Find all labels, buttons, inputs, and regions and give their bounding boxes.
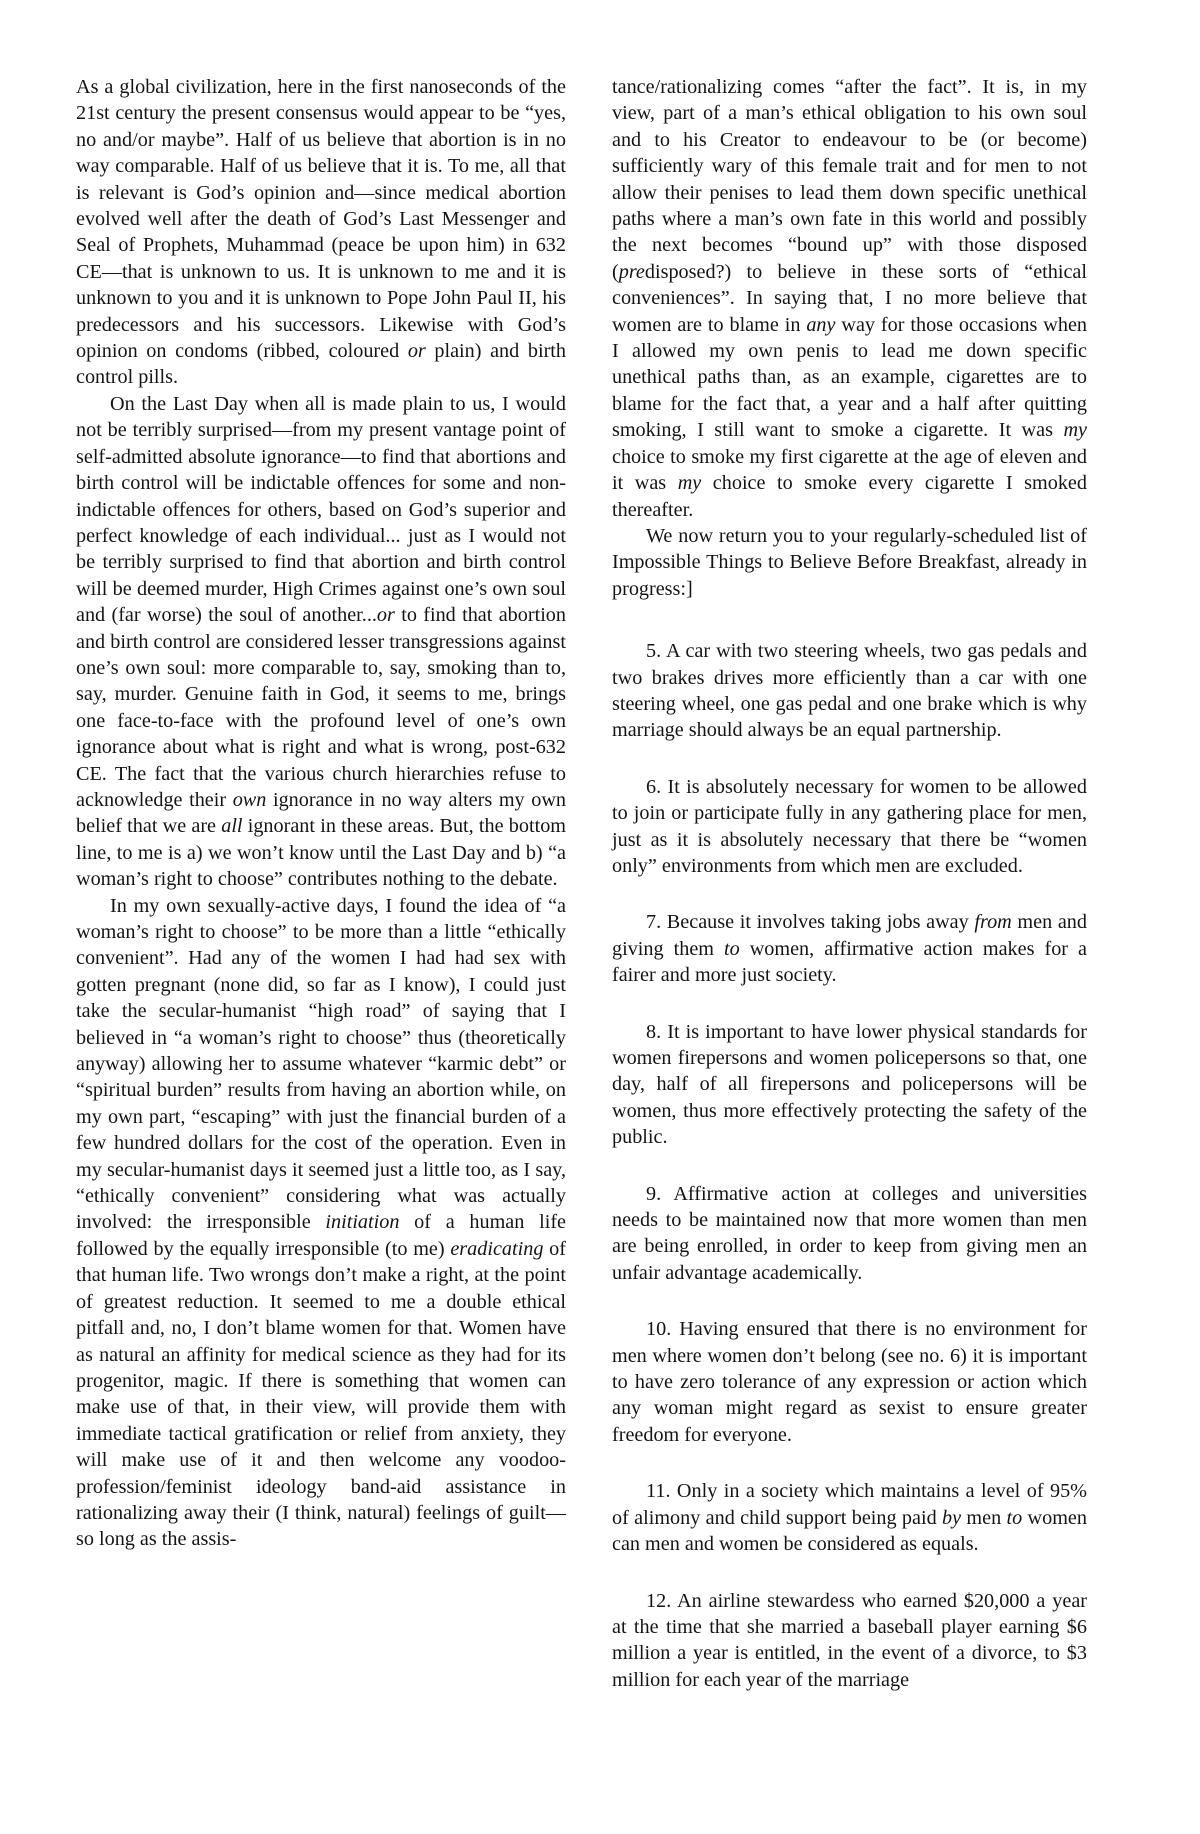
left-text-column bbox=[76, 74, 566, 1553]
text-run: tance/rationalizing comes “after the fact”. It is, in my view, part of a man’s ethical obligation to his own soul and to his Creator to endeavour to be (or become) sufficiently wary of this female trait and for men to not allow their penises to lead them down specific unethical paths where a man’s own fate in this world and possibly the next becomes “bound up” with those disposed ( bbox=[612, 76, 1087, 283]
left-column-paragraph bbox=[76, 391, 566, 893]
text-run: women, affirmative action makes for a fairer and more just society. bbox=[612, 937, 1087, 987]
text-run: We now return you to your regularly-scheduled list of Impossible Things to Believe Before Breakfast, already in progress:] bbox=[612, 524, 1087, 600]
right-column-paragraph bbox=[612, 1588, 1087, 1694]
text-run: 5. A car with two steering wheels, two gas pedals and two brakes drives more efficiently than a car with one steering wheel, one gas pedal and one brake which is why marriage should always be an equal partnership. bbox=[612, 640, 1087, 742]
text-run: to find that abortion and birth control are considered lesser transgressions against one’s own soul: more comparable to, say, smoking than to, say, murder. Genuine faith in God, it seems to me, brings one face-to-face with the profound level of one’s own ignorance about what is right and what is wrong, post-632 CE. The fact that the various church hierarchies refuse to acknowledge their bbox=[76, 604, 566, 811]
text-run: On the Last Day when all is made plain to us, I would not be terribly surprised—from my present vantage point of self-admitted absolute ignorance—to find that abortions and birth control will be indictable offences for some and non-indictable offences for others, based on God’s superior and perfect knowledge of each individual... just as I would not be terribly surprised to find that abortion and birth control will be deemed murder, High Crimes against one’s own soul and (far worse) the soul of another... bbox=[76, 392, 566, 627]
right-column-paragraph bbox=[612, 74, 1087, 523]
text-run: 7. Because it involves taking jobs away bbox=[646, 911, 975, 934]
text-run: 8. It is important to have lower physical standards for women firepersons and women policepersons so that, one day, half of all firepersons and policepersons will be women, thus more effectively protecting the safety of the public. bbox=[612, 1020, 1087, 1149]
text-run: of a human life followed by the equally irresponsible (to me) bbox=[76, 1211, 566, 1260]
left-column-paragraph bbox=[76, 74, 566, 391]
italic-text: own bbox=[232, 788, 267, 811]
italic-text: my bbox=[677, 472, 702, 495]
italic-text: by bbox=[942, 1506, 962, 1529]
italic-text: or bbox=[376, 604, 395, 627]
text-run: 12. An airline stewardess who earned $20,000 a year at the time that she married a baseball player earning $6 million a year is entitled, in the event of a divorce, to $3 million for each year of the marriage bbox=[612, 1589, 1087, 1691]
text-run: In my own sexually-active days, I found the idea of “a woman’s right to choose” to be more than a little “ethically convenient”. Had any of the women I had had sex with gotten pregnant (none did, so far as I know), I could just take the secular-humanist “high road” of saying that I believed in “a woman’s right to choose” thus (theoretically anyway) allowing her to assume whatever “karmic debt” or “spiritual burden” results from having an abortion while, on my own part, “escaping” with just the financial burden of a few hundred dollars for the cost of the operation. Even in my secular-humanist days it seemed just a little too, as I say, “ethically convenient” considering what was actually involved: the irresponsible bbox=[76, 894, 566, 1234]
text-run: 6. It is absolutely necessary for women to be allowed to join or participate fully in any gathering place for men, just as it is absolutely necessary that there be “women only” environments from which men are excluded. bbox=[612, 775, 1087, 877]
right-column-paragraph bbox=[612, 523, 1087, 602]
text-run: As a global civilization, here in the first nanoseconds of the 21st century the present consensus would appear to be “yes, no and/or maybe”. Half of us believe that abortion is in no way comparable. Half of us believe that it is. To me, all that is relevant is God’s opinion and—since medical abortion evolved well after the death of God’s Last Messenger and Seal of Prophets, Muhammad (peace be upon him) in 632 CE—that is unknown to us. It is unknown to me and it is unknown to you and it is unknown to Pope John Paul II, his predecessors and his successors. Likewise with God’s opinion on condoms (ribbed, coloured bbox=[76, 76, 566, 363]
italic-text: from bbox=[974, 911, 1012, 934]
italic-text: any bbox=[806, 313, 836, 336]
text-run: choice to smoke every cigarette I smoked thereafter. bbox=[612, 472, 1087, 521]
text-run: 9. Affirmative action at colleges and universities needs to be maintained now that more women than men are being enrolled, in order to keep from giving men an unfair advantage academically. bbox=[612, 1182, 1087, 1284]
italic-text: all bbox=[221, 815, 243, 838]
text-run: ignorant in these areas. But, the bottom line, to me is a) we won’t know until the Last Day and b) “a woman’s right to choose” contributes nothing to the debate. bbox=[76, 815, 566, 891]
text-run: choice to smoke my first cigarette at the age of eleven and it was bbox=[612, 445, 1087, 495]
italic-text: eradicating bbox=[450, 1237, 544, 1260]
right-column-paragraph bbox=[612, 1478, 1087, 1557]
italic-text: or bbox=[407, 340, 426, 363]
right-column-paragraph bbox=[612, 638, 1087, 744]
left-column-paragraph bbox=[76, 893, 566, 1553]
right-column-paragraph bbox=[612, 909, 1087, 988]
italic-text: pre bbox=[618, 260, 645, 283]
italic-text: my bbox=[1063, 419, 1087, 442]
right-column-paragraph bbox=[612, 1181, 1087, 1287]
text-run: plain) and birth control pills. bbox=[76, 340, 566, 389]
text-run: disposed?) to believe in these sorts of “ethical conveniences”. In saying that, I no more believe that women are to blame in bbox=[612, 260, 1087, 336]
text-run: men and giving them bbox=[612, 911, 1087, 960]
text-run: of that human life. Two wrongs don’t make a right, at the point of greatest reduction. It seemed to me a double ethical pitfall and, no, I don’t blame women for that. Women have as natural an affinity for medical science as they had for its progenitor, magic. If there is something that women can make use of that, in their view, will provide them with immediate tactical gratification or relief from anxiety, they will make use of it and then welcome any voodoo-profession/feminist ideology band-aid assistance in rationalizing away their (I think, natural) feelings of guilt—so long as the assis- bbox=[76, 1237, 566, 1551]
text-run: men bbox=[961, 1506, 1007, 1529]
italic-text: to bbox=[724, 937, 740, 960]
text-run: way for those occasions when I allowed my own penis to lead me down specific unethical paths than, as an example, cigarettes are to blame for the fact that, a year and a half after quitting smoking, I still want to smoke a cigarette. It was bbox=[612, 313, 1087, 442]
right-text-column bbox=[612, 74, 1087, 1693]
text-run: 11. Only in a society which maintains a level of 95% of alimony and child support being paid bbox=[612, 1480, 1087, 1529]
text-run: 10. Having ensured that there is no environment for men where women don’t belong (see no. 6) it is important to have zero tolerance of any expression or action which any woman might regard as sexist to ensure greater freedom for everyone. bbox=[612, 1318, 1087, 1446]
italic-text: to bbox=[1006, 1506, 1023, 1529]
right-column-paragraph bbox=[612, 774, 1087, 880]
italic-text: initiation bbox=[325, 1211, 400, 1234]
text-run: ignorance in no way alters my own belief that we are bbox=[76, 788, 566, 838]
right-column-paragraph bbox=[612, 1316, 1087, 1448]
text-run: women can men and women be considered as equals. bbox=[612, 1506, 1087, 1556]
right-column-paragraph bbox=[612, 1019, 1087, 1151]
